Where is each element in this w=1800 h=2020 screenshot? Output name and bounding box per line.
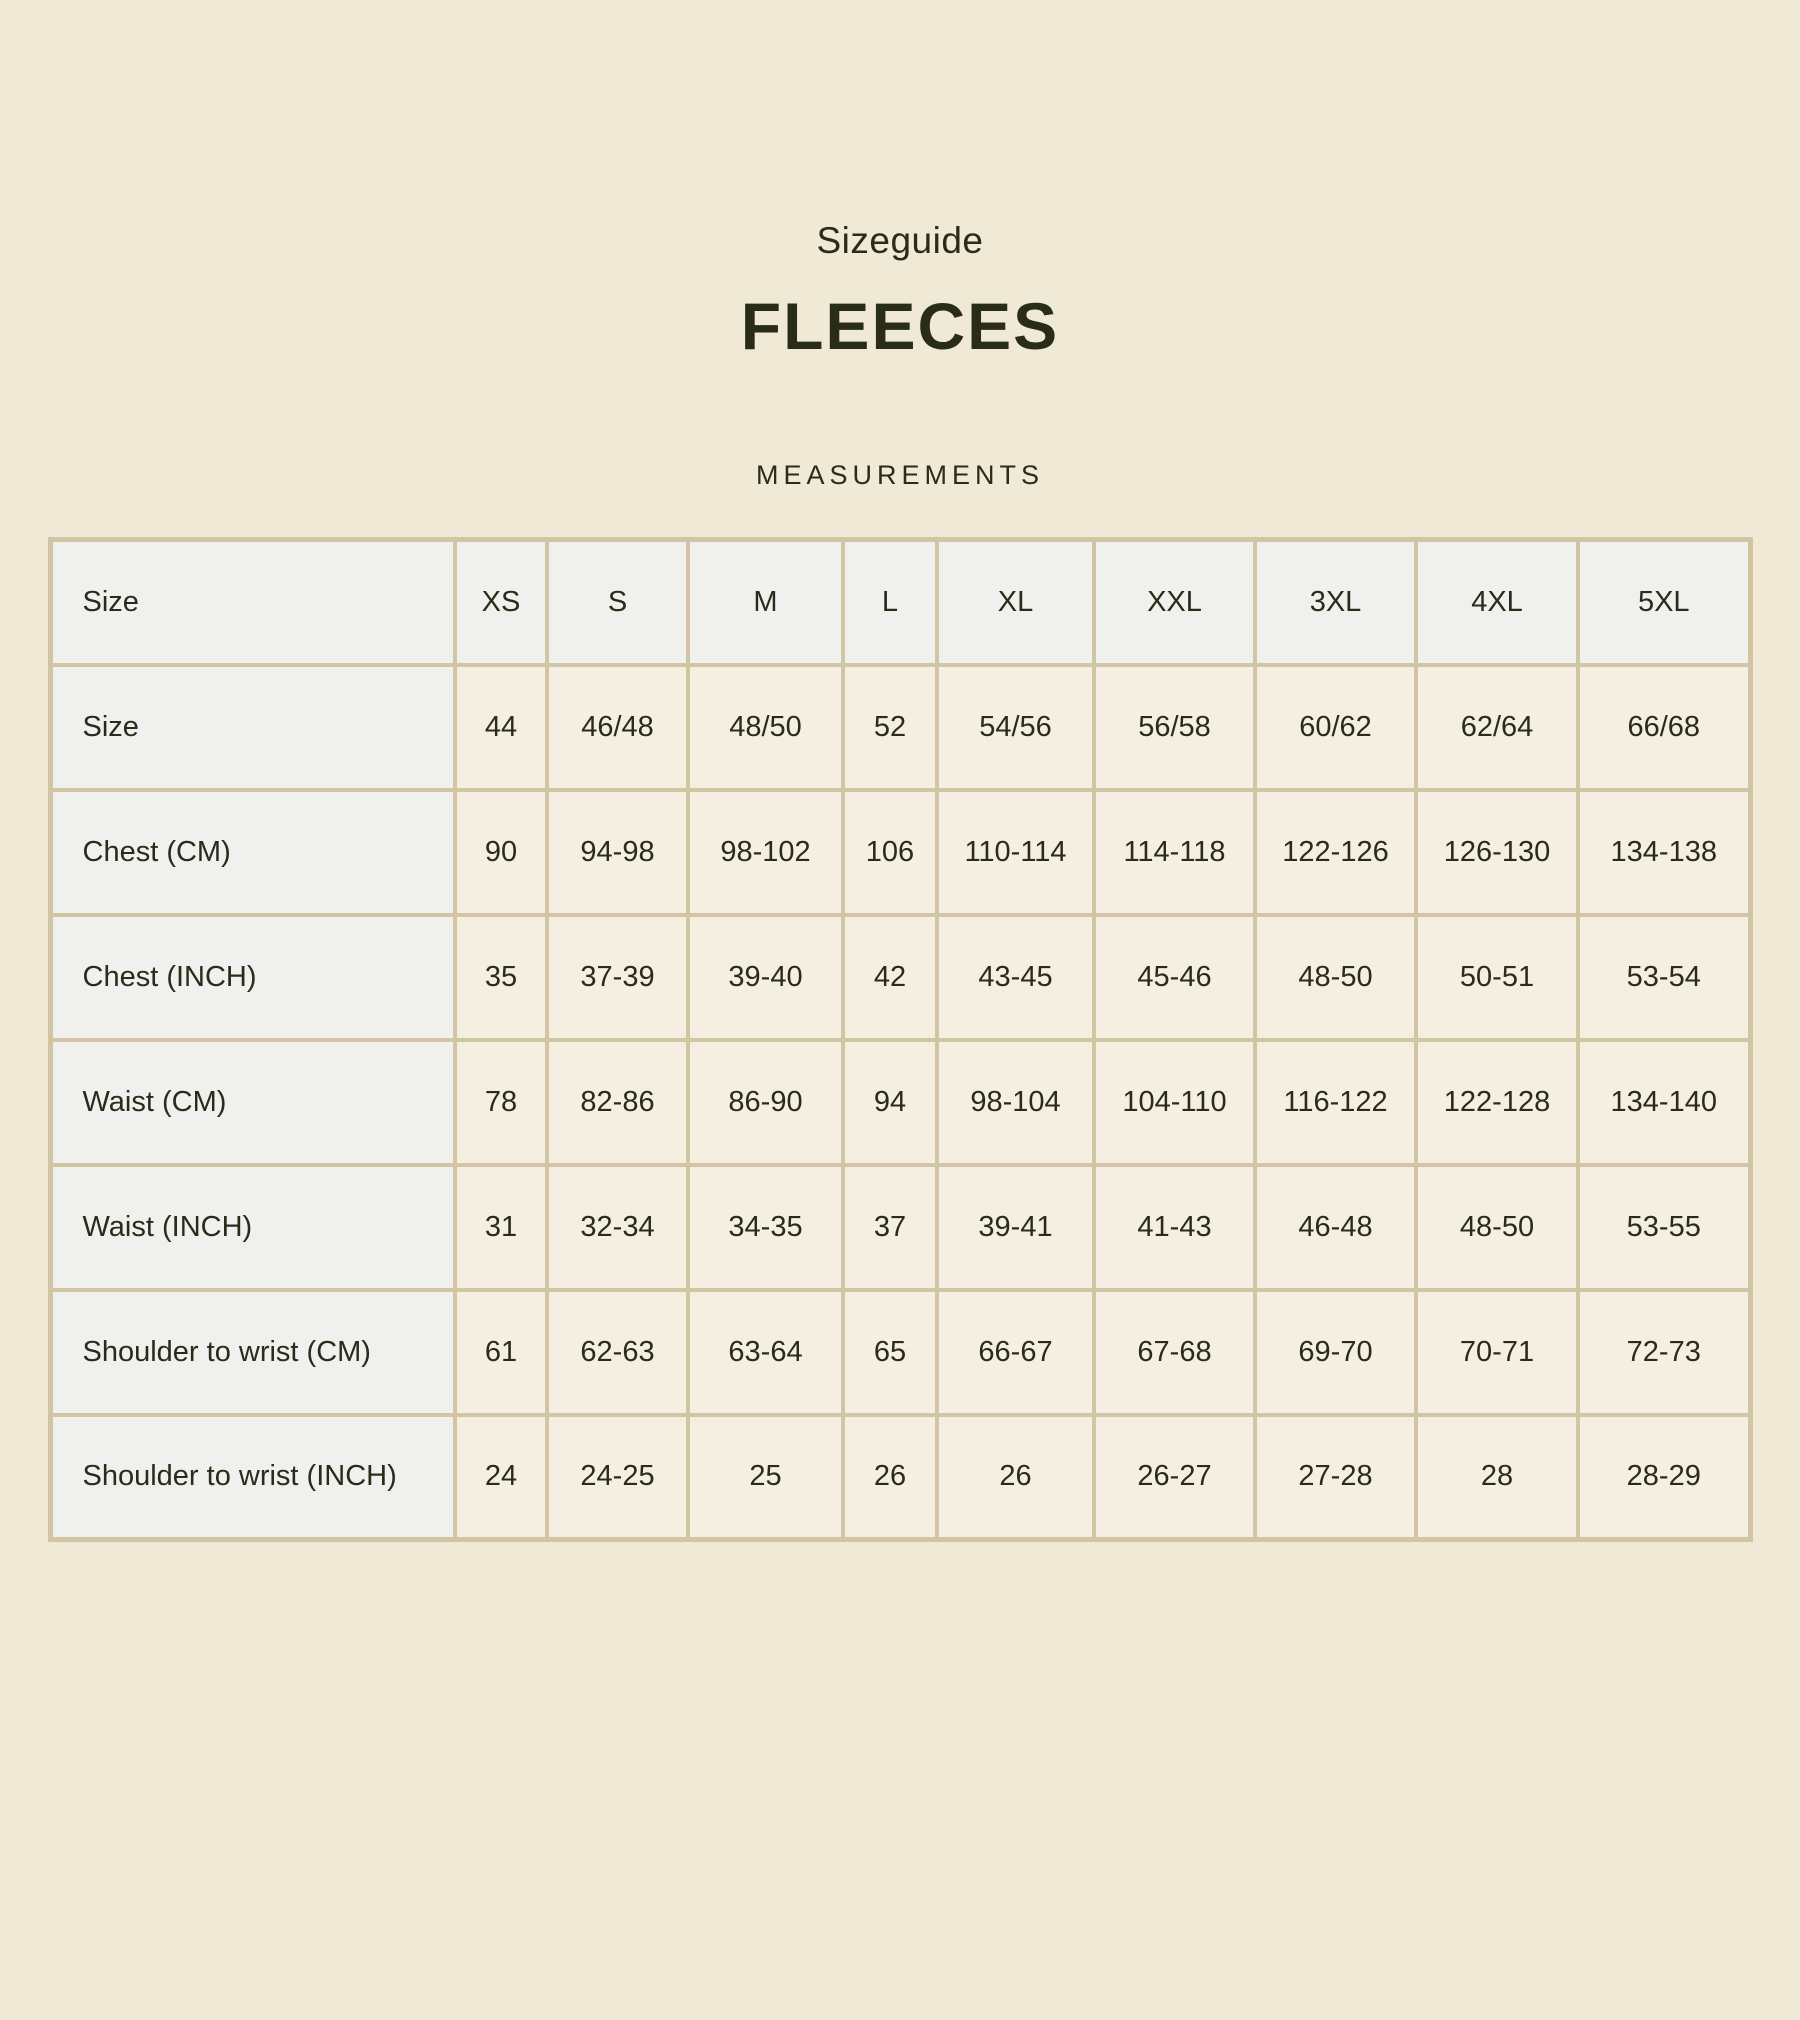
value-cell: 52 — [843, 665, 937, 790]
value-cell: 63-64 — [688, 1290, 843, 1415]
table-row — [50, 665, 1750, 790]
value-cell: 32-34 — [547, 1165, 688, 1290]
row-label: Chest (INCH) — [50, 915, 455, 1040]
value-cell: 26 — [937, 1415, 1094, 1540]
column-header: XS — [455, 540, 547, 665]
value-cell: 25 — [688, 1415, 843, 1540]
value-cell: 50-51 — [1416, 915, 1578, 1040]
column-header: L — [843, 540, 937, 665]
value-cell: 60/62 — [1255, 665, 1416, 790]
value-cell: 67-68 — [1094, 1290, 1255, 1415]
value-cell: 24-25 — [547, 1415, 688, 1540]
column-header-size-label: Size — [50, 540, 455, 665]
column-header: 4XL — [1416, 540, 1578, 665]
table-row — [50, 1290, 1750, 1415]
value-cell: 122-126 — [1255, 790, 1416, 915]
row-label: Chest (CM) — [50, 790, 455, 915]
value-cell: 39-41 — [937, 1165, 1094, 1290]
value-cell: 34-35 — [688, 1165, 843, 1290]
value-cell: 53-55 — [1578, 1165, 1750, 1290]
value-cell: 69-70 — [1255, 1290, 1416, 1415]
eyebrow-text: Sizeguide — [816, 220, 984, 261]
column-header: XL — [937, 540, 1094, 665]
value-cell: 110-114 — [937, 790, 1094, 915]
value-cell: 28-29 — [1578, 1415, 1750, 1540]
value-cell: 114-118 — [1094, 790, 1255, 915]
table-row — [50, 1040, 1750, 1165]
table-row — [50, 790, 1750, 915]
value-cell: 116-122 — [1255, 1040, 1416, 1165]
column-header: M — [688, 540, 843, 665]
value-cell: 45-46 — [1094, 915, 1255, 1040]
size-table — [48, 537, 1753, 1542]
column-header: 5XL — [1578, 540, 1750, 665]
measurements-subtitle: MEASUREMENTS — [755, 460, 1045, 490]
page-title: FLEECES — [740, 289, 1060, 363]
table-row — [50, 1165, 1750, 1290]
value-cell: 62/64 — [1416, 665, 1578, 790]
row-label: Size — [50, 665, 455, 790]
value-cell: 90 — [455, 790, 547, 915]
value-cell: 65 — [843, 1290, 937, 1415]
value-cell: 62-63 — [547, 1290, 688, 1415]
value-cell: 70-71 — [1416, 1290, 1578, 1415]
value-cell: 37-39 — [547, 915, 688, 1040]
value-cell: 66/68 — [1578, 665, 1750, 790]
value-cell: 28 — [1416, 1415, 1578, 1540]
value-cell: 66-67 — [937, 1290, 1094, 1415]
value-cell: 78 — [455, 1040, 547, 1165]
value-cell: 61 — [455, 1290, 547, 1415]
value-cell: 26-27 — [1094, 1415, 1255, 1540]
page-heading — [0, 220, 1800, 491]
value-cell: 48-50 — [1416, 1165, 1578, 1290]
value-cell: 56/58 — [1094, 665, 1255, 790]
value-cell: 44 — [455, 665, 547, 790]
value-cell: 24 — [455, 1415, 547, 1540]
row-label: Shoulder to wrist (INCH) — [50, 1415, 455, 1540]
value-cell: 48/50 — [688, 665, 843, 790]
value-cell: 26 — [843, 1415, 937, 1540]
value-cell: 46/48 — [547, 665, 688, 790]
value-cell: 41-43 — [1094, 1165, 1255, 1290]
value-cell: 54/56 — [937, 665, 1094, 790]
value-cell: 98-102 — [688, 790, 843, 915]
value-cell: 39-40 — [688, 915, 843, 1040]
value-cell: 31 — [455, 1165, 547, 1290]
value-cell: 46-48 — [1255, 1165, 1416, 1290]
value-cell: 27-28 — [1255, 1415, 1416, 1540]
row-label: Waist (INCH) — [50, 1165, 455, 1290]
value-cell: 72-73 — [1578, 1290, 1750, 1415]
value-cell: 48-50 — [1255, 915, 1416, 1040]
table-row — [50, 915, 1750, 1040]
value-cell: 106 — [843, 790, 937, 915]
value-cell: 122-128 — [1416, 1040, 1578, 1165]
value-cell: 104-110 — [1094, 1040, 1255, 1165]
value-cell: 134-138 — [1578, 790, 1750, 915]
value-cell: 134-140 — [1578, 1040, 1750, 1165]
column-header: S — [547, 540, 688, 665]
value-cell: 98-104 — [937, 1040, 1094, 1165]
row-label: Waist (CM) — [50, 1040, 455, 1165]
value-cell: 126-130 — [1416, 790, 1578, 915]
value-cell: 42 — [843, 915, 937, 1040]
value-cell: 53-54 — [1578, 915, 1750, 1040]
value-cell: 86-90 — [688, 1040, 843, 1165]
column-header: 3XL — [1255, 540, 1416, 665]
value-cell: 82-86 — [547, 1040, 688, 1165]
table-row — [50, 1415, 1750, 1540]
header-row — [50, 540, 1750, 665]
value-cell: 94 — [843, 1040, 937, 1165]
row-label: Shoulder to wrist (CM) — [50, 1290, 455, 1415]
value-cell: 94-98 — [547, 790, 688, 915]
column-header: XXL — [1094, 540, 1255, 665]
value-cell: 35 — [455, 915, 547, 1040]
value-cell: 37 — [843, 1165, 937, 1290]
value-cell: 43-45 — [937, 915, 1094, 1040]
